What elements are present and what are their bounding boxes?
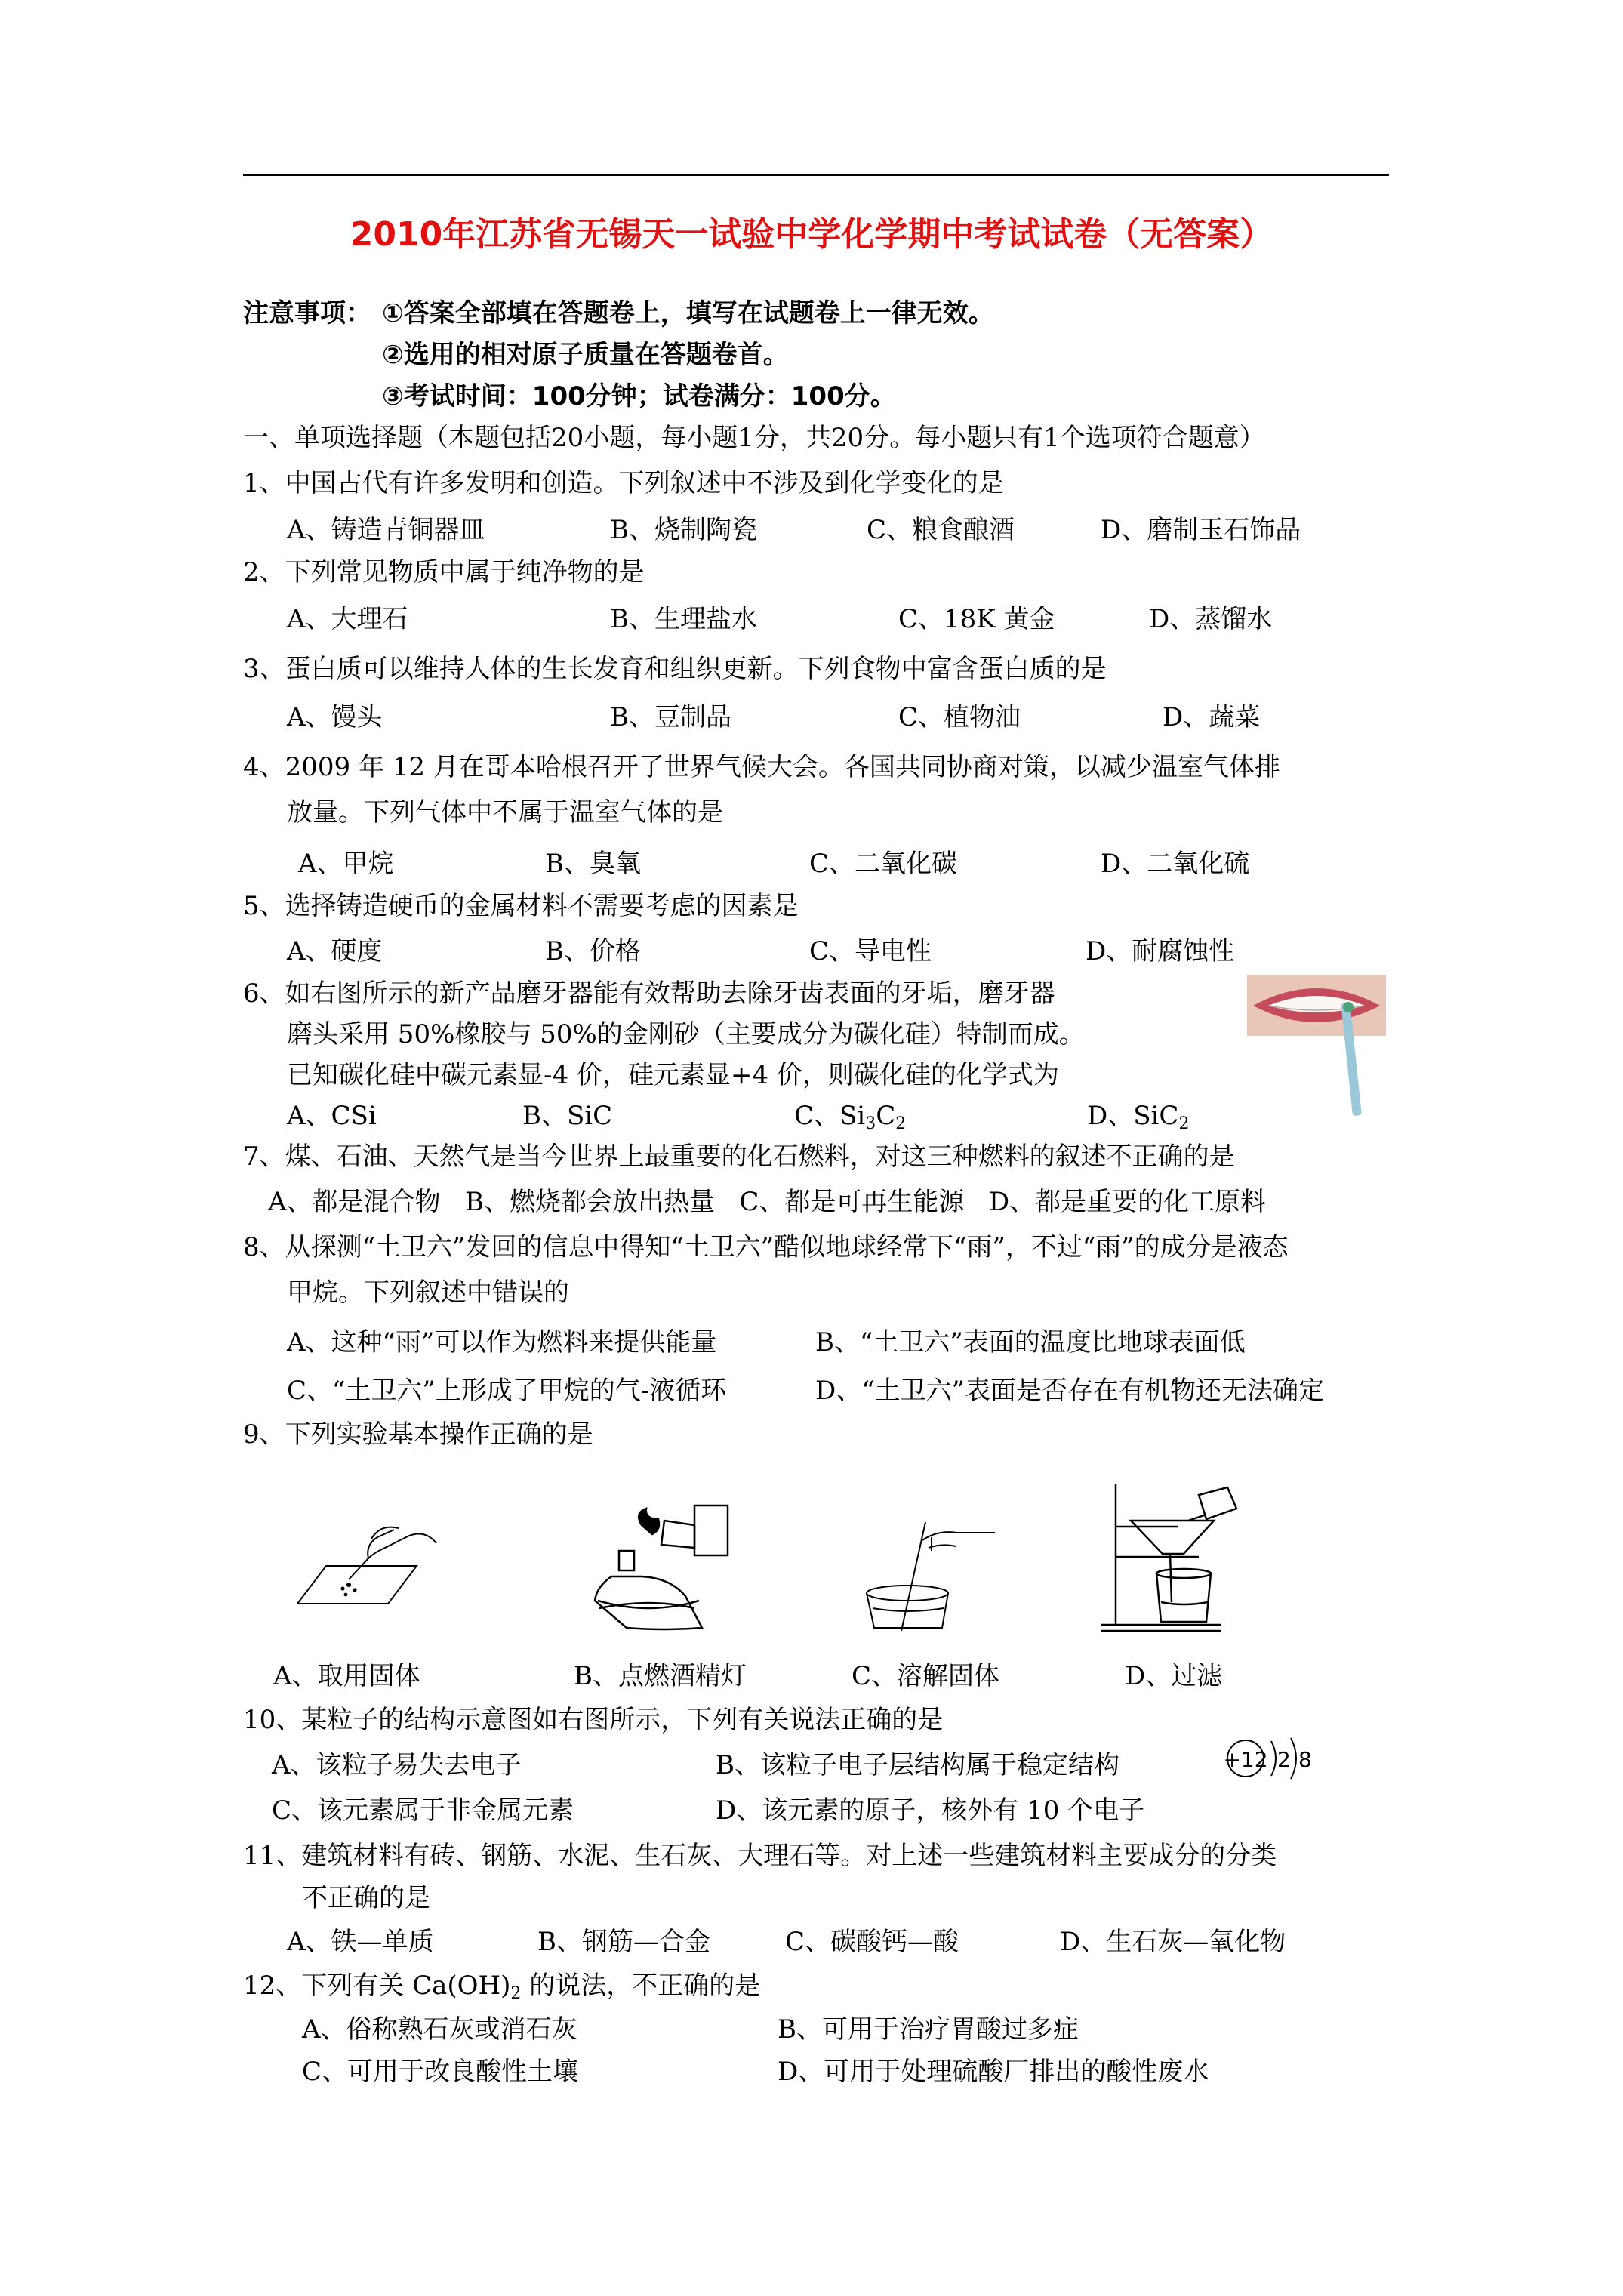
question-1-option-b: B、烧制陶瓷	[610, 515, 757, 545]
question-3-option-c: C、植物油	[898, 702, 1021, 732]
question-3-option-a: A、馒头	[287, 702, 383, 732]
question-5-stem: 5、选择铸造硬币的金属材料不需要考虑的因素是	[243, 891, 799, 921]
question-1-option-a: A、铸造青铜器皿	[287, 515, 485, 545]
notice-item-3: ③考试时间：100分钟；试卷满分：100分。	[382, 381, 896, 411]
question-2-option-b: B、生理盐水	[610, 604, 757, 634]
question-8-stem-line-2: 甲烷。下列叙述中错误的	[287, 1277, 569, 1308]
question-4-option-a: A、甲烷	[298, 849, 394, 879]
figure-filtration	[1101, 1481, 1274, 1632]
question-1-option-d: D、磨制玉石饰品	[1101, 515, 1301, 545]
question-3-stem: 3、蛋白质可以维持人体的生长发育和组织更新。下列食物中富含蛋白质的是	[243, 654, 1107, 684]
question-11-stem-line-2: 不正确的是	[302, 1883, 430, 1913]
question-11-option-a: A、铁—单质	[287, 1927, 434, 1957]
atom-nucleus-label: +12	[1223, 1747, 1268, 1772]
question-4-option-d: D、二氧化硫	[1101, 849, 1250, 879]
question-6-option-b: B、SiC	[522, 1101, 613, 1131]
question-11-option-c: C、碳酸钙—酸	[785, 1927, 959, 1957]
section-heading: 一、单项选择题（本题包括20小题，每小题1分，共20分。每小题只有1个选项符合题意）	[243, 423, 1265, 453]
figure-take-solid	[296, 1490, 447, 1611]
notice-label: 注意事项：	[243, 298, 371, 328]
notice-item-1: ①答案全部填在答题卷上，填写在试题卷上一律无效。	[382, 298, 994, 328]
question-9-option-d: D、过滤	[1125, 1661, 1223, 1691]
question-5-option-d: D、耐腐蚀性	[1086, 936, 1235, 966]
question-3-option-b: B、豆制品	[610, 702, 731, 732]
atom-structure-diagram	[1221, 1732, 1327, 1785]
question-10-option-c: C、该元素属于非金属元素	[272, 1795, 574, 1826]
question-10-option-b: B、该粒子电子层结构属于稳定结构	[716, 1750, 1119, 1780]
question-6-option-d: D、SiC$_2$	[1087, 1101, 1190, 1133]
question-12-option-c: C、可用于改良酸性土壤	[302, 2057, 579, 2087]
page-title: 2010年江苏省无锡天一试验中学化学期中考试试卷（无答案）	[350, 215, 1273, 254]
question-10-option-a: A、该粒子易失去电子	[272, 1750, 522, 1780]
atom-shell-1-electrons: 2	[1277, 1747, 1291, 1772]
question-1-stem: 1、中国古代有许多发明和创造。下列叙述中不涉及到化学变化的是	[243, 468, 1004, 498]
question-5-option-a: A、硬度	[287, 936, 383, 966]
question-2-option-c: C、18K 黄金	[898, 604, 1055, 634]
question-2-option-a: A、大理石	[287, 604, 408, 634]
atom-shell-2-electrons: 8	[1298, 1747, 1312, 1772]
question-9-option-a: A、取用固体	[273, 1661, 420, 1691]
header-rule	[243, 174, 1389, 176]
question-7-options: A、都是混合物 B、燃烧都会放出热量 C、都是可再生能源 D、都是重要的化工原料	[268, 1187, 1267, 1217]
question-6-stem-line-3: 已知碳化硅中碳元素显-4 价，硅元素显+4 价，则碳化硅的化学式为	[287, 1060, 1059, 1090]
question-6-option-a: A、CSi	[287, 1101, 377, 1131]
question-2-option-d: D、蒸馏水	[1149, 604, 1273, 634]
question-4-option-c: C、二氧化碳	[809, 849, 958, 879]
question-1-option-c: C、粮食酿酒	[867, 515, 1015, 545]
question-12-option-d: D、可用于处理硫酸厂排出的酸性废水	[778, 2057, 1209, 2087]
question-8-option-d: D、“土卫六”表面是否存在有机物还无法确定	[815, 1376, 1325, 1406]
question-12-option-b: B、可用于治疗胃酸过多症	[778, 2014, 1079, 2045]
question-5-option-b: B、价格	[545, 936, 641, 966]
question-11-option-d: D、生石灰—氧化物	[1060, 1927, 1286, 1957]
question-9-option-c: C、溶解固体	[852, 1661, 1000, 1691]
question-6-option-c: C、$Si_3C_2$	[794, 1101, 907, 1133]
question-12-option-a: A、俗称熟石灰或消石灰	[302, 2014, 577, 2045]
question-3-option-d: D、蔬菜	[1163, 702, 1261, 732]
question-7-stem: 7、煤、石油、天然气是当今世界上最重要的化石燃料，对这三种燃料的叙述不正确的是	[243, 1142, 1235, 1172]
question-9-stem: 9、下列实验基本操作正确的是	[243, 1419, 593, 1450]
question-11-stem-line-1: 11、建筑材料有砖、钢筋、水泥、生石灰、大理石等。对上述一些建筑材料主要成分的分类	[243, 1841, 1277, 1871]
figure-light-alcohol-lamp	[589, 1502, 732, 1631]
question-6-stem-line-2: 磨头采用 50%橡胶与 50%的金刚砂（主要成分为碳化硅）特制而成。	[287, 1019, 1085, 1049]
question-8-option-c: C、“土卫六”上形成了甲烷的气-液循环	[287, 1376, 727, 1406]
question-11-option-b: B、钢筋—合金	[537, 1927, 710, 1957]
question-2-stem: 2、下列常见物质中属于纯净物的是	[243, 557, 645, 587]
question-8-option-a: A、这种“雨”可以作为燃料来提供能量	[287, 1327, 717, 1358]
figure-dissolve-solid	[859, 1518, 1002, 1631]
question-4-option-b: B、臭氧	[545, 849, 641, 879]
notice-item-2: ②选用的相对原子质量在答题卷首。	[382, 340, 789, 370]
question-5-option-c: C、导电性	[809, 936, 932, 966]
question-6-stem-line-1: 6、如右图所示的新产品磨牙器能有效帮助去除牙齿表面的牙垢，磨牙器	[243, 978, 1055, 1009]
question-12-stem: 12、下列有关 $Ca(OH)_2$ 的说法，不正确的是	[243, 1971, 761, 2003]
question-9-option-b: B、点燃酒精灯	[574, 1661, 747, 1691]
question-8-stem-line-1: 8、从探测“土卫六”发回的信息中得知“土卫六”酷似地球经常下“雨”，不过“雨”的成分是液态	[243, 1232, 1289, 1262]
question-4-stem-line-2: 放量。下列气体中不属于温室气体的是	[287, 797, 723, 827]
question-8-option-b: B、“土卫六”表面的温度比地球表面低	[815, 1327, 1246, 1358]
question-10-option-d: D、该元素的原子，核外有 10 个电子	[716, 1795, 1145, 1826]
question-4-stem-line-1: 4、2009 年 12 月在哥本哈根召开了世界气候大会。各国共同协商对策，以减少温室气体排	[243, 752, 1280, 782]
question-10-stem: 10、某粒子的结构示意图如右图所示，下列有关说法正确的是	[243, 1705, 944, 1735]
tooth-grinder-image	[1247, 975, 1386, 1119]
